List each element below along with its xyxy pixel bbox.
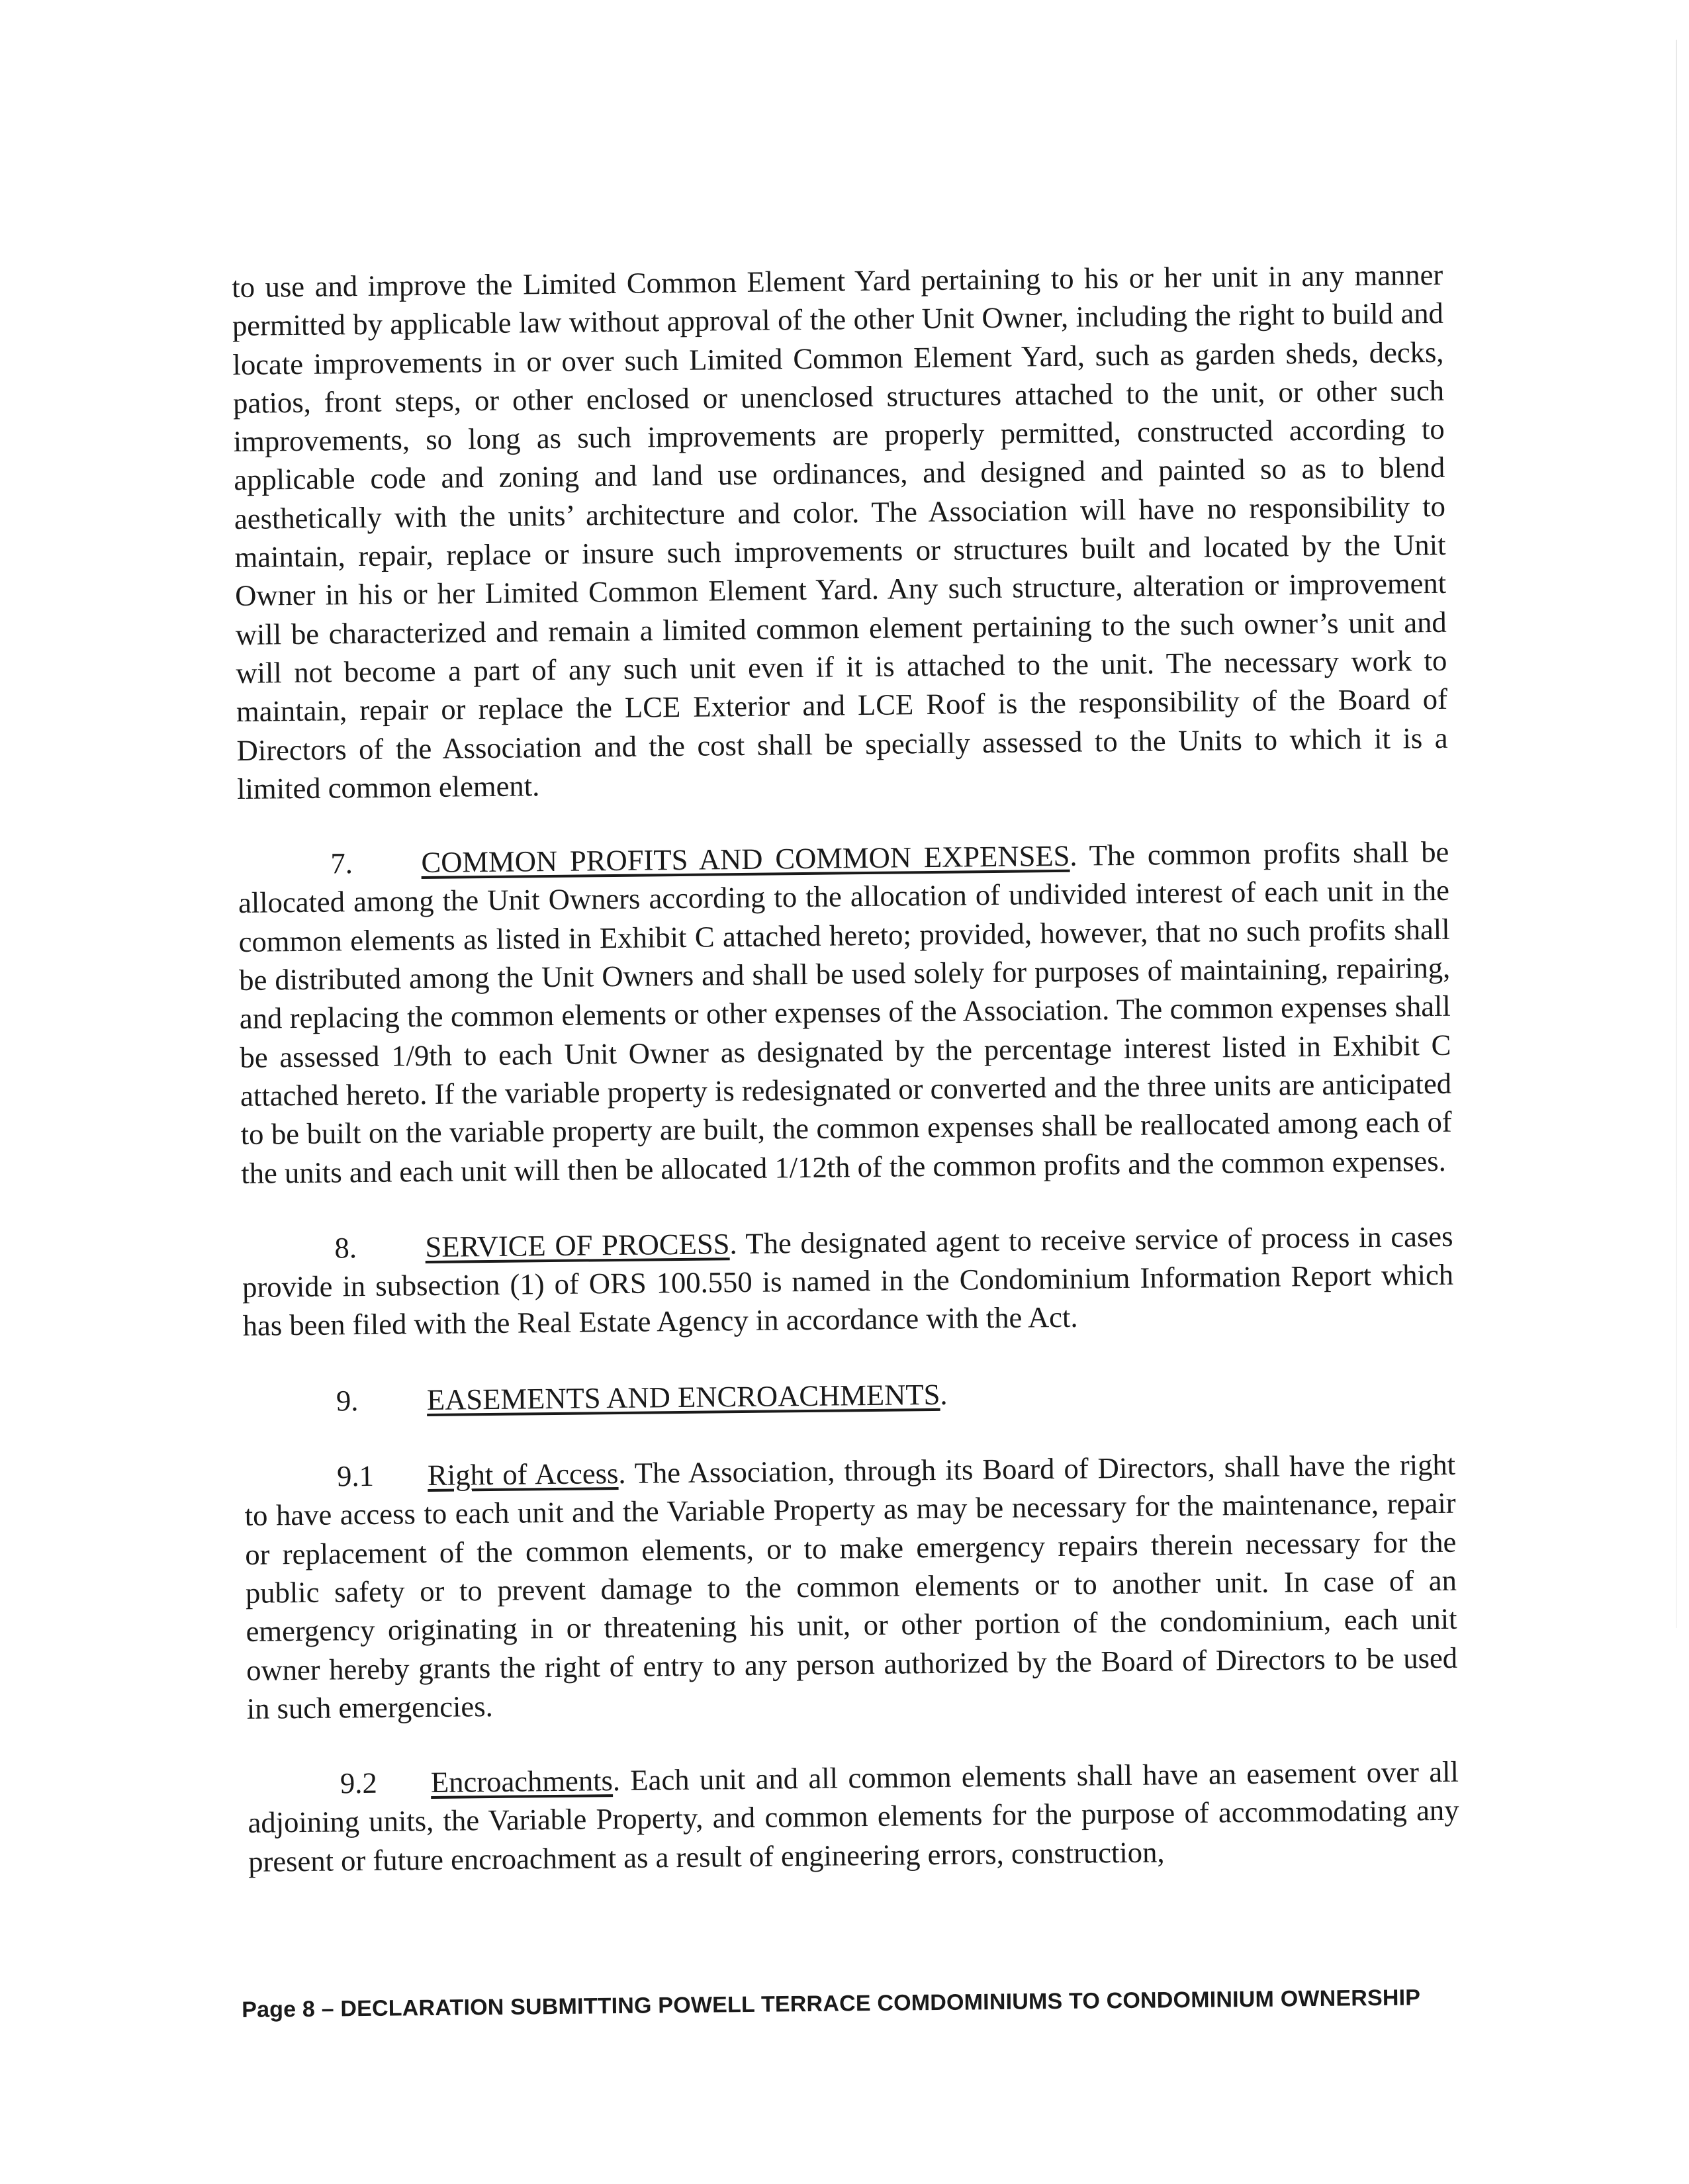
document-body: [232, 255, 1459, 1881]
section-9-1: [244, 1445, 1458, 1728]
section-9-2-heading: Encroachments: [430, 1764, 614, 1799]
section-7: [238, 833, 1452, 1193]
section-9-2: [248, 1752, 1460, 1881]
section-7-heading: COMMON PROFITS AND COMMON EXPENSES: [421, 839, 1070, 880]
section-9-text: .: [940, 1377, 948, 1411]
section-7-text: . The common profits shall be allocated among the Unit Owners according to the allocation of undivided interest of each unit in the common elements as listed in Exhibit C attached hereto; provided, however, that no such profits shall be distributed among the Unit Owners and shall be used solely for purposes of maintaining, repairing, and replacing the common elements or other expenses of the Association. The common expenses shall be assessed 1/9th to each Unit Owner as designated by the percentage interest listed in Exhibit C attached hereto. If the variable property is redesignated or converted and the three units are anticipated to be built on the variable property are built, the common expenses shall be reallocated among each of the units and each unit will then be allocated 1/12th of the common profits and the common expenses.: [238, 835, 1452, 1190]
section-9-1-text: . The Association, through its Board of Directors, shall have the right to have access to each unit and the Variable Property as may be necessary for the maintenance, repair or replacement of the common elements, or to make emergency repairs therein necessary for the public safety or to prevent damage to the common elements or to another unit. In case of an emergency originating in or threatening his unit, or other portion of the condominium, each unit owner hereby grants the right of entry to any person authorized by the Board of Directors to be used in such emergencies.: [244, 1447, 1458, 1725]
section-8-number: 8.: [334, 1230, 357, 1265]
section-9-2-number: 9.2: [340, 1766, 377, 1800]
intro-paragraph: to use and improve the Limited Common Element Yard pertaining to his or her unit in any manner permitted by applicable law without approval of the other Unit Owner, including the right to build and locate improvements in or over such Limited Common Element Yard, such as garden sheds, decks, patios, front steps, or other enclosed or unenclosed structures attached to the unit, or other such improvements, so long as such improvements are properly permitted, constructed according to applicable code and zoning and land use ordinances, and designed and painted so as to blend aesthetically with the units’ architecture and color. The Association will have no responsibility to maintain, repair, replace or insure such improvements or structures built and located by the Unit Owner in his or her Limited Common Element Yard. Any such structure, alteration or improvement will be characterized and remain a limited common element pertaining to the such owner’s unit and will not become a part of any such unit even if it is attached to the unit. The necessary work to maintain, repair or replace the LCE Exterior and LCE Roof is the responsibility of the Board of Directors of the Association and the cost shall be specially assessed to the Units to which it is a limited common element.: [232, 257, 1448, 805]
section-8-text: . The designated agent to receive service of process in cases provide in subsection (1) of ORS 100.550 is named in the Condominium Information Report which has been filed with the Real Estate Agency in accordance with the Act.: [242, 1219, 1454, 1343]
section-9-heading: EASEMENTS AND ENCROACHMENTS: [426, 1377, 940, 1416]
page-footer: Page 8 – DECLARATION SUBMITTING POWELL TERRACE COMDOMINIUMS TO CONDOMINIUM OWNERSHIP: [242, 1985, 1421, 2023]
section-7-number: 7.: [330, 846, 353, 880]
scan-edge-artifact: [1676, 40, 1677, 1628]
section-8-heading: SERVICE OF PROCESS: [425, 1227, 730, 1263]
section-8: [242, 1217, 1454, 1345]
section-9-1-heading: Right of Access: [427, 1456, 619, 1492]
section-9-2-text: . Each unit and all common elements shall have an easement over all adjoining units, the Variable Property, and common elements for the purpose of accommodating any present or future encroachment as a result of engineering errors, construction,: [248, 1754, 1459, 1878]
section-9-1-number: 9.1: [336, 1459, 375, 1493]
section-9-number: 9.: [336, 1383, 359, 1418]
section-9: [244, 1369, 1455, 1420]
